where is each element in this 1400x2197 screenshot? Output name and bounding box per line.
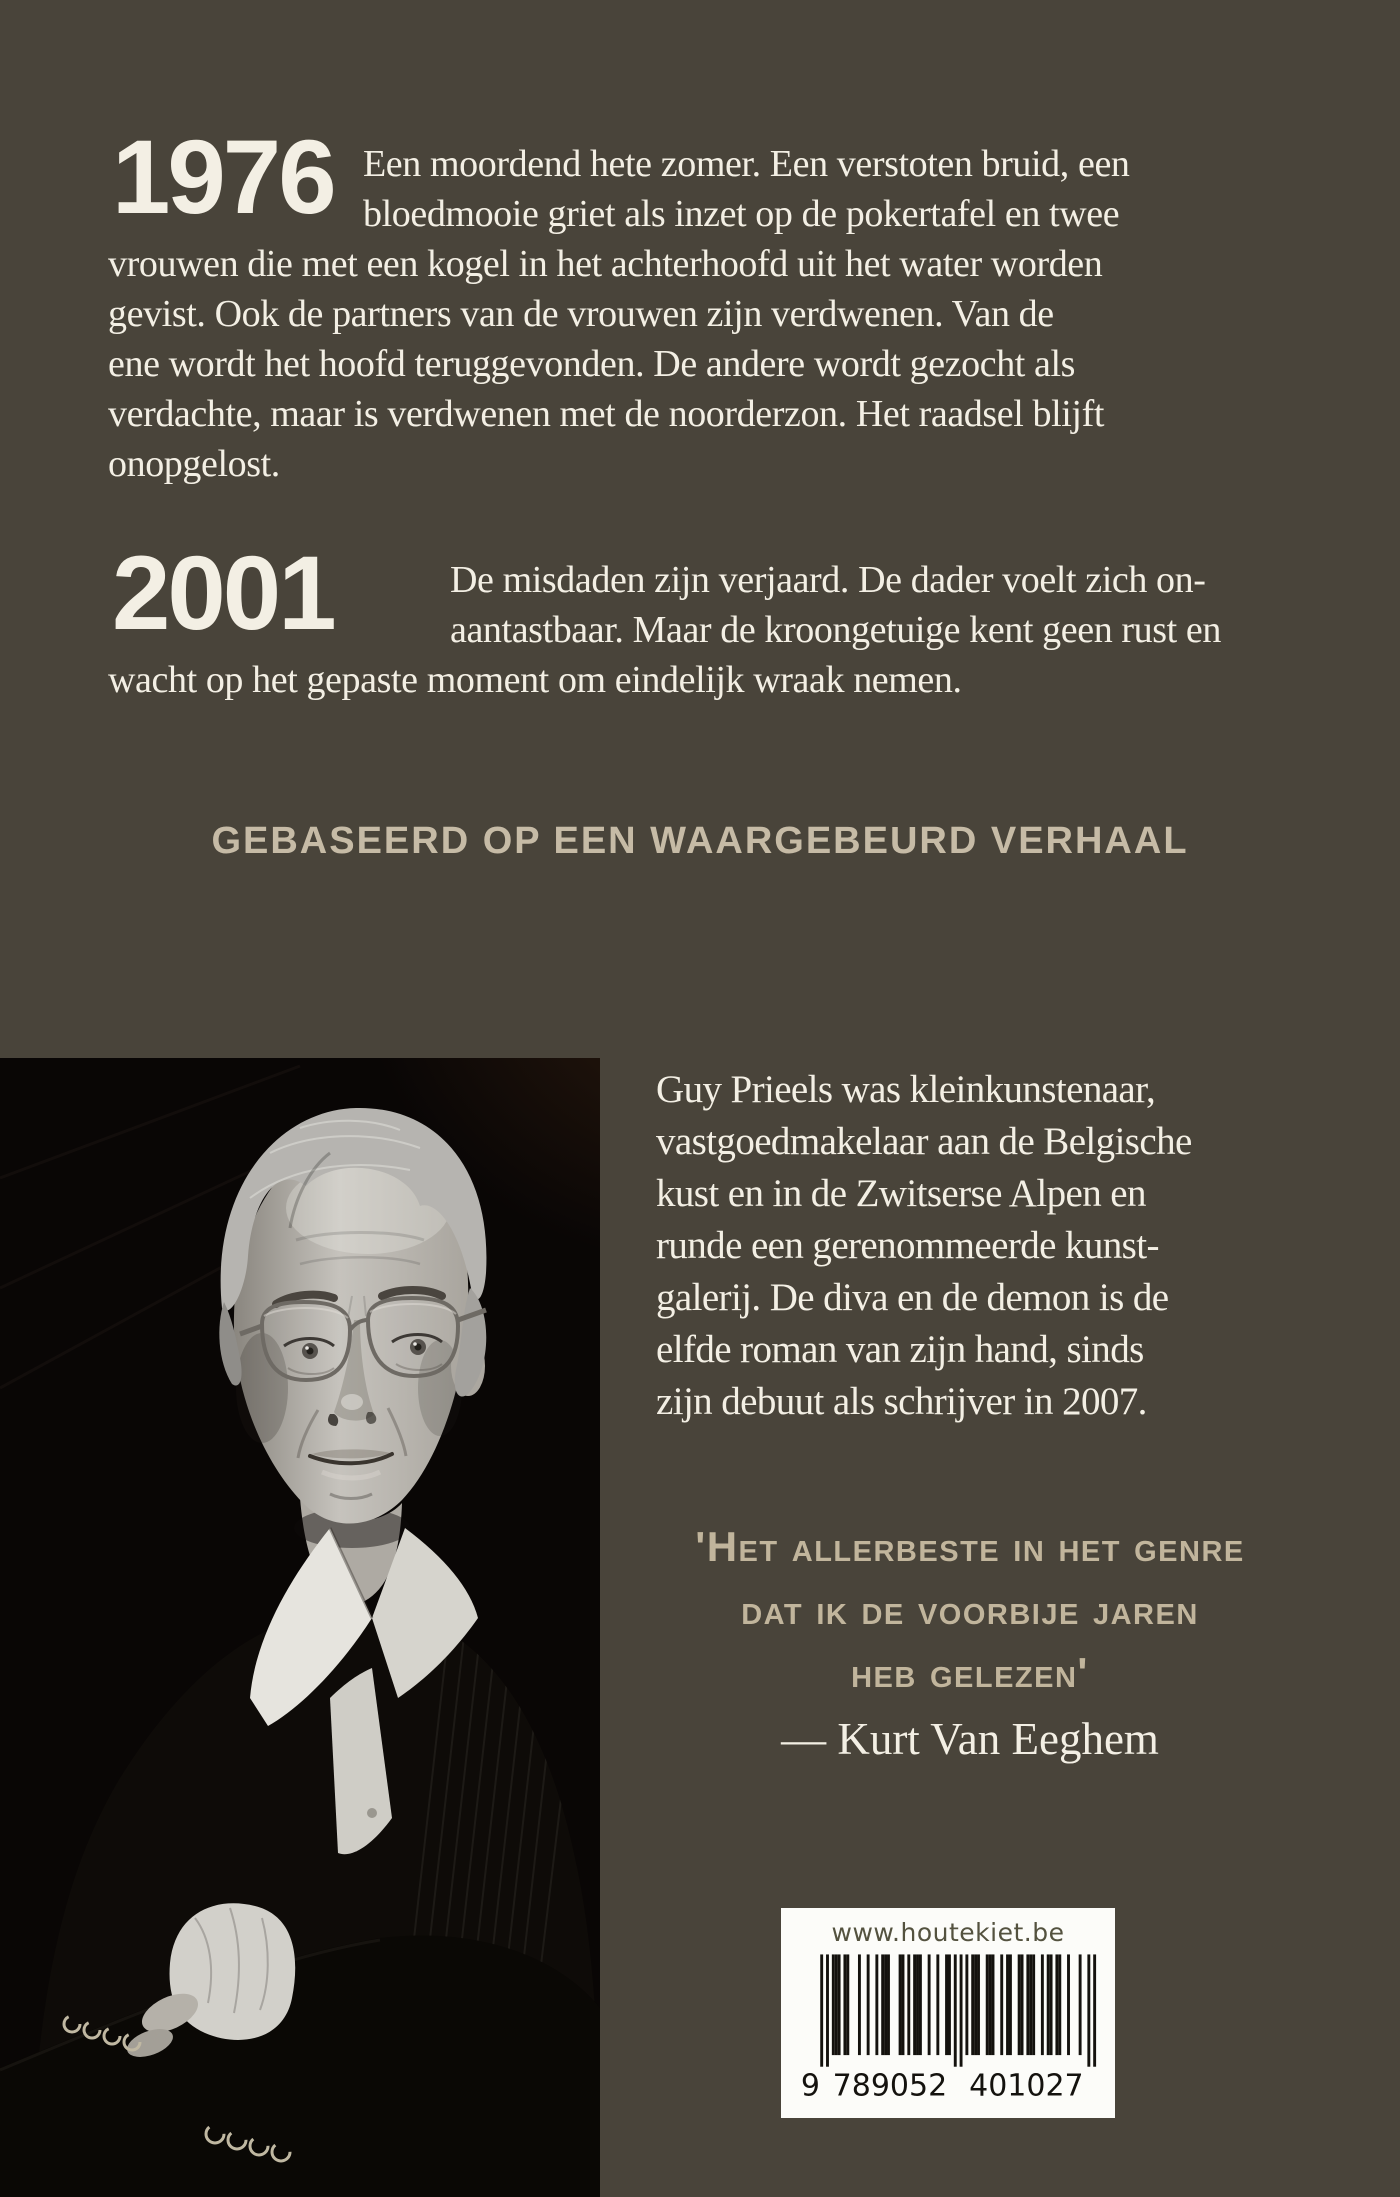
bio-line: elfde roman van zijn hand, sinds — [656, 1328, 1144, 1371]
synopsis-line: bloedmooie griet als inzet op de pokertafel en twee — [363, 193, 1120, 235]
synopsis-2001 — [108, 535, 1288, 705]
ean-barcode — [797, 1952, 1099, 2104]
synopsis-line: gevist. Ook de partners van de vrouwen zijn verdwenen. Van de — [108, 293, 1054, 335]
ean-group-left: 789052 — [832, 2068, 948, 2104]
nose-highlight — [341, 1394, 363, 1410]
year-2001: 2001 — [112, 535, 334, 652]
synopsis-line: De misdaden zijn verjaard. De dader voelt zich on- — [450, 559, 1206, 601]
ean-digit-first: 9 — [800, 2068, 820, 2104]
quote-line: 'Het allerbeste in het genre — [695, 1523, 1245, 1570]
synopsis-line: vrouwen die met een kogel in het achterhoofd uit het water worden — [108, 243, 1103, 285]
bio-line: runde een gerenommeerde kunst- — [656, 1224, 1159, 1267]
synopsis-line: Een moordend hete zomer. Een verstoten bruid, een — [363, 143, 1130, 185]
bio-line: galerij. De diva en de demon is de — [656, 1276, 1169, 1319]
bio-line: kust en in de Zwitserse Alpen en — [656, 1172, 1146, 1215]
synopsis-line: verdachte, maar is verdwenen met de noorderzon. Het raadsel blijft — [108, 393, 1105, 435]
shirt-button — [367, 1808, 377, 1818]
synopsis-line: ene wordt het hoofd teruggevonden. De andere wordt gezocht als — [108, 343, 1076, 385]
quote-line: heb gelezen' — [851, 1649, 1089, 1696]
barcode-bars — [820, 1954, 1096, 2066]
quote-attribution: — Kurt Van Eeghem — [781, 1714, 1159, 1764]
author-portrait-illustration — [0, 1058, 600, 2197]
author-bio — [656, 1064, 1316, 1428]
synopsis-line: onopgelost. — [108, 443, 280, 485]
quote-line: dat ik de voorbije jaren — [741, 1586, 1199, 1633]
bio-line: Guy Prieels was kleinkunstenaar, — [656, 1068, 1156, 1111]
synopsis-line: aantastbaar. Maar de kroongetuige kent geen rust en — [450, 609, 1221, 651]
synopsis-line: wacht op het gepaste moment om eindelijk wraak nemen. — [108, 659, 962, 701]
barcode-panel — [781, 1908, 1115, 2118]
publisher-website: www.houtekiet.be — [831, 1918, 1065, 1947]
review-quote — [640, 1515, 1300, 1767]
synopsis-1976 — [108, 119, 1288, 489]
ean-group-right: 401027 — [969, 2068, 1084, 2104]
bio-line: zijn debuut als schrijver in 2007. — [656, 1380, 1147, 1423]
year-1976: 1976 — [112, 119, 334, 236]
author-photo — [0, 1058, 600, 2197]
tagline-based-on-true-story: GEBASEERD OP EEN WAARGEBEURD VERHAAL — [211, 820, 1189, 862]
bio-line: vastgoedmakelaar aan de Belgische — [656, 1120, 1192, 1163]
